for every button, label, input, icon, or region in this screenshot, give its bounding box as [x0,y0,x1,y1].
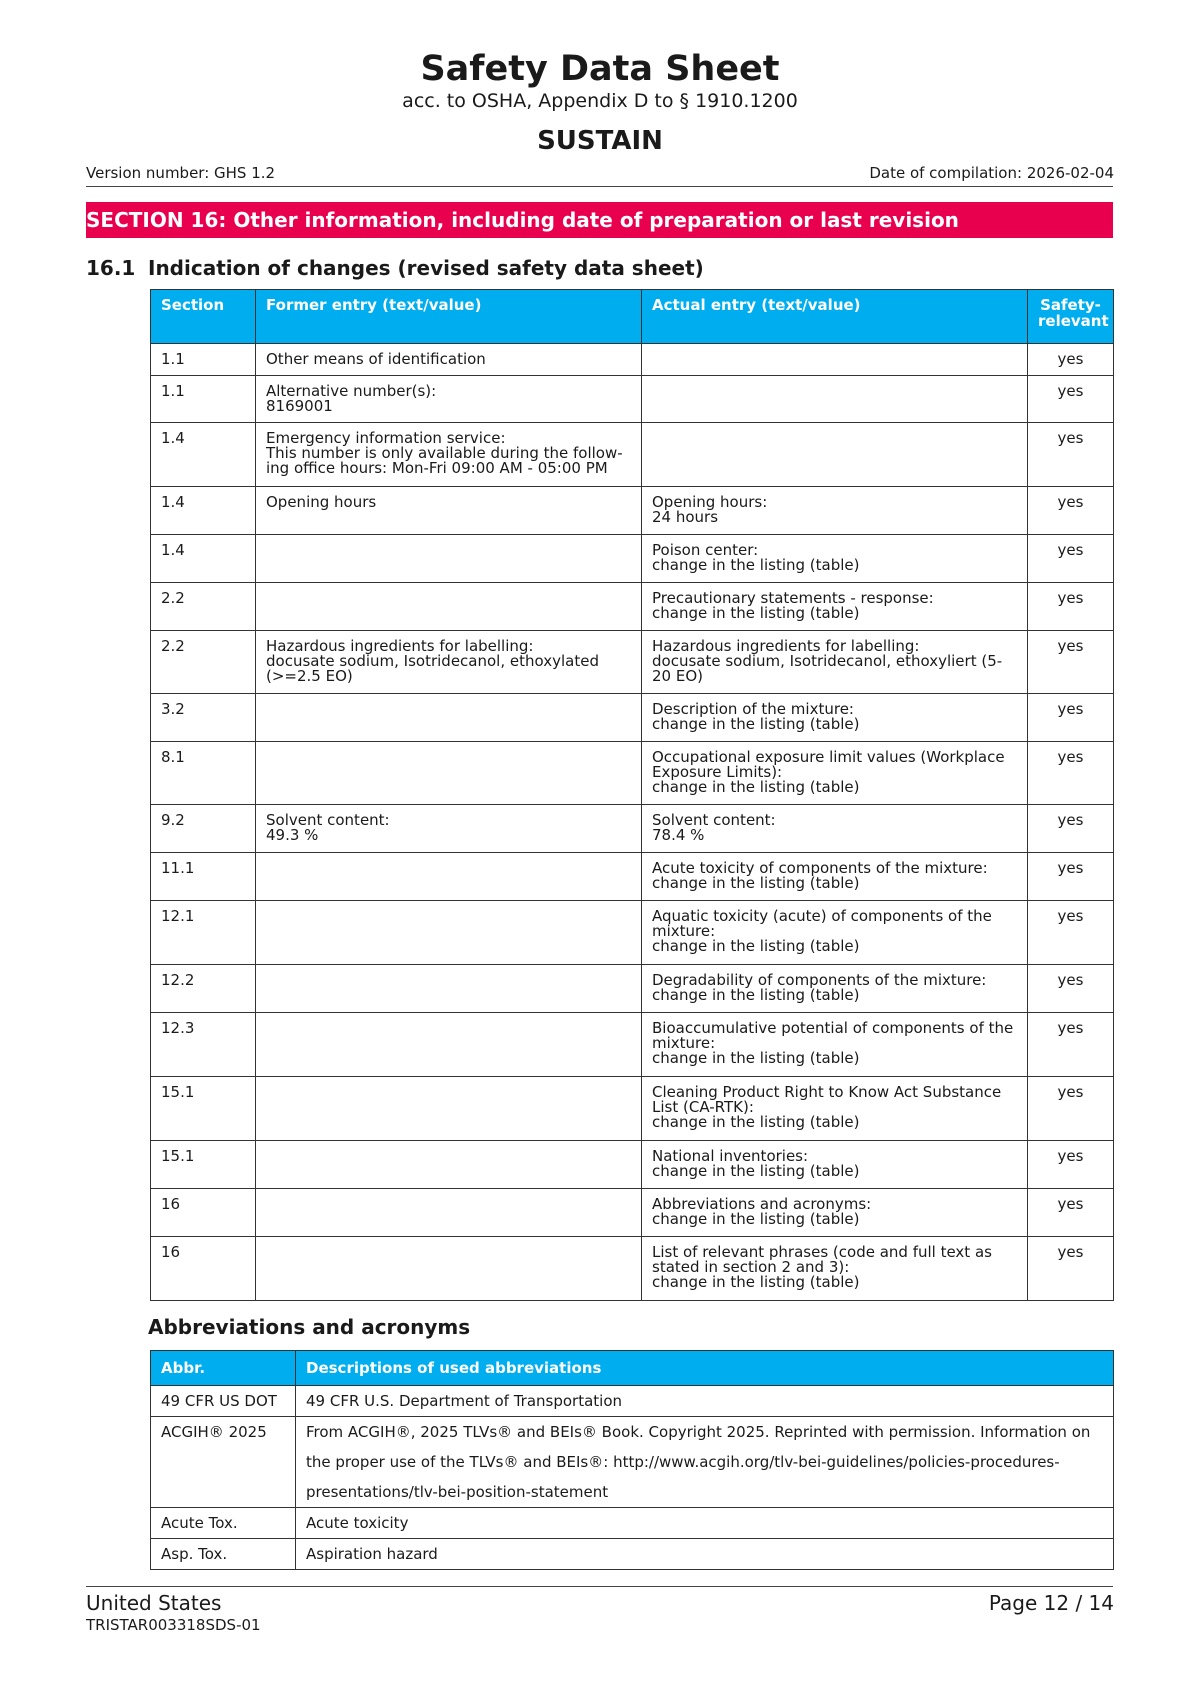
change-safety-cell: yes [1028,344,1114,376]
abbr-cell: ACGIH® 2025 [151,1417,296,1508]
abbr-cell: Acute Tox. [151,1508,296,1539]
change-actual-cell: National inventories: change in the listing (table) [642,1141,1028,1189]
header-former-entry: Former entry (text/value) [256,290,642,344]
change-actual-cell: Bioaccumulative potential of components of the mixture: change in the listing (table) [642,1013,1028,1077]
abbr-description-cell: From ACGIH®, 2025 TLVs® and BEIs® Book. Copyright 2025. Reprinted with permission. Information on the proper use of the TLVs® and BEIs®: http://www.acgih.org/tlv-bei-guidelines/policies-procedures-presentations/tlv-bei-position-statement [296,1417,1114,1508]
change-row [151,423,1114,487]
change-former-cell: Hazardous ingredients for labelling: docusate sodium, Isotridecanol, ethoxylated (>=2.5 EO) [256,631,642,694]
change-actual-cell: Aquatic toxicity (acute) of components of the mixture: change in the listing (table) [642,901,1028,965]
change-section-cell: 16 [151,1189,256,1237]
change-section-cell: 15.1 [151,1077,256,1141]
header-safety-relevant: Safety- relevant [1028,290,1114,344]
abbr-description-cell: Aspiration hazard [296,1539,1114,1570]
change-former-cell [256,694,642,742]
change-section-cell: 1.4 [151,423,256,487]
change-actual-cell: Hazardous ingredients for labelling: docusate sodium, Isotridecanol, ethoxyliert (5- 20 EO) [642,631,1028,694]
change-safety-cell: yes [1028,742,1114,805]
change-former-cell [256,901,642,965]
change-row [151,1013,1114,1077]
change-section-cell: 16 [151,1237,256,1301]
change-safety-cell: yes [1028,631,1114,694]
change-actual-cell: Occupational exposure limit values (Workplace Exposure Limits): change in the listing (table) [642,742,1028,805]
change-row [151,694,1114,742]
change-row [151,583,1114,631]
change-former-cell [256,853,642,901]
change-former-cell [256,1141,642,1189]
change-section-cell: 2.2 [151,583,256,631]
header-description: Descriptions of used abbreviations [296,1351,1114,1386]
change-actual-cell: Abbreviations and acronyms: change in the listing (table) [642,1189,1028,1237]
change-section-cell: 2.2 [151,631,256,694]
change-actual-cell: Solvent content: 78.4 % [642,805,1028,853]
change-section-cell: 12.1 [151,901,256,965]
change-safety-cell: yes [1028,901,1114,965]
change-former-cell [256,535,642,583]
header-section: Section [151,290,256,344]
abbr-cell: Asp. Tox. [151,1539,296,1570]
change-safety-cell: yes [1028,853,1114,901]
change-section-cell: 15.1 [151,1141,256,1189]
change-safety-cell: yes [1028,805,1114,853]
change-row [151,965,1114,1013]
abbr-row [151,1508,1114,1539]
change-safety-cell: yes [1028,1237,1114,1301]
change-former-cell [256,965,642,1013]
header-actual-entry: Actual entry (text/value) [642,290,1028,344]
abbr-description-cell: Acute toxicity [296,1508,1114,1539]
change-safety-cell: yes [1028,535,1114,583]
change-former-cell: Alternative number(s): 8169001 [256,376,642,423]
change-actual-cell: Cleaning Product Right to Know Act Substance List (CA-RTK): change in the listing (table) [642,1077,1028,1141]
change-row [151,742,1114,805]
abbr-row [151,1386,1114,1417]
change-row [151,487,1114,535]
change-former-cell: Emergency information service: This number is only available during the follow- ing office hours: Mon-Fri 09:00 AM - 05:00 PM [256,423,642,487]
change-row [151,376,1114,423]
change-former-cell: Other means of identification [256,344,642,376]
version-number: Version number: GHS 1.2 [86,164,276,182]
change-actual-cell: Description of the mixture: change in the listing (table) [642,694,1028,742]
footer-document-id: TRISTAR003318SDS-01 [86,1616,261,1634]
change-row [151,631,1114,694]
changes-table [150,289,1114,1301]
product-name: SUSTAIN [537,126,663,156]
change-safety-cell: yes [1028,694,1114,742]
changes-header-row [151,290,1114,344]
change-row [151,535,1114,583]
document-title: Safety Data Sheet [420,49,780,89]
change-row [151,853,1114,901]
change-section-cell: 1.1 [151,376,256,423]
subsection-title: Indication of changes (revised safety data sheet) [148,256,704,280]
change-actual-cell: Poison center: change in the listing (table) [642,535,1028,583]
change-section-cell: 12.2 [151,965,256,1013]
abbreviations-table [150,1350,1114,1570]
header-divider [86,186,1113,187]
section-16-banner: SECTION 16: Other information, including date of preparation or last revision [86,202,1113,238]
change-safety-cell: yes [1028,1141,1114,1189]
change-row [151,1141,1114,1189]
change-actual-cell: Acute toxicity of components of the mixture: change in the listing (table) [642,853,1028,901]
abbr-header-row [151,1351,1114,1386]
footer-country: United States [86,1591,222,1615]
change-safety-cell: yes [1028,1013,1114,1077]
change-safety-cell: yes [1028,1189,1114,1237]
change-safety-cell: yes [1028,965,1114,1013]
change-section-cell: 12.3 [151,1013,256,1077]
change-safety-cell: yes [1028,1077,1114,1141]
change-row [151,805,1114,853]
change-former-cell [256,1237,642,1301]
change-safety-cell: yes [1028,583,1114,631]
abbr-row [151,1539,1114,1570]
change-actual-cell: List of relevant phrases (code and full text as stated in section 2 and 3): change in the listing (table) [642,1237,1028,1301]
change-actual-cell [642,376,1028,423]
page-number: Page 12 / 14 [988,1591,1114,1615]
change-former-cell [256,742,642,805]
change-row [151,344,1114,376]
footer-divider [86,1586,1113,1587]
abbr-row [151,1417,1114,1508]
document-subtitle: acc. to OSHA, Appendix D to § 1910.1200 [402,90,798,112]
change-section-cell: 1.4 [151,535,256,583]
change-row [151,1237,1114,1301]
change-section-cell: 1.1 [151,344,256,376]
change-row [151,1189,1114,1237]
change-safety-cell: yes [1028,376,1114,423]
change-actual-cell: Degradability of components of the mixture: change in the listing (table) [642,965,1028,1013]
change-section-cell: 8.1 [151,742,256,805]
change-former-cell [256,1189,642,1237]
header-abbr: Abbr. [151,1351,296,1386]
change-former-cell: Solvent content: 49.3 % [256,805,642,853]
change-safety-cell: yes [1028,487,1114,535]
change-safety-cell: yes [1028,423,1114,487]
change-former-cell [256,1013,642,1077]
change-row [151,1077,1114,1141]
abbr-description-cell: 49 CFR U.S. Department of Transportation [296,1386,1114,1417]
change-section-cell: 9.2 [151,805,256,853]
change-section-cell: 1.4 [151,487,256,535]
change-section-cell: 11.1 [151,853,256,901]
abbr-cell: 49 CFR US DOT [151,1386,296,1417]
change-actual-cell [642,423,1028,487]
change-former-cell: Opening hours [256,487,642,535]
compilation-date: Date of compilation: 2026-02-04 [869,164,1114,182]
change-row [151,901,1114,965]
change-actual-cell: Opening hours: 24 hours [642,487,1028,535]
change-actual-cell: Precautionary statements - response: change in the listing (table) [642,583,1028,631]
abbreviations-heading: Abbreviations and acronyms [148,1315,471,1339]
change-former-cell [256,1077,642,1141]
change-section-cell: 3.2 [151,694,256,742]
change-former-cell [256,583,642,631]
subsection-number: 16.1 [86,256,136,280]
change-actual-cell [642,344,1028,376]
